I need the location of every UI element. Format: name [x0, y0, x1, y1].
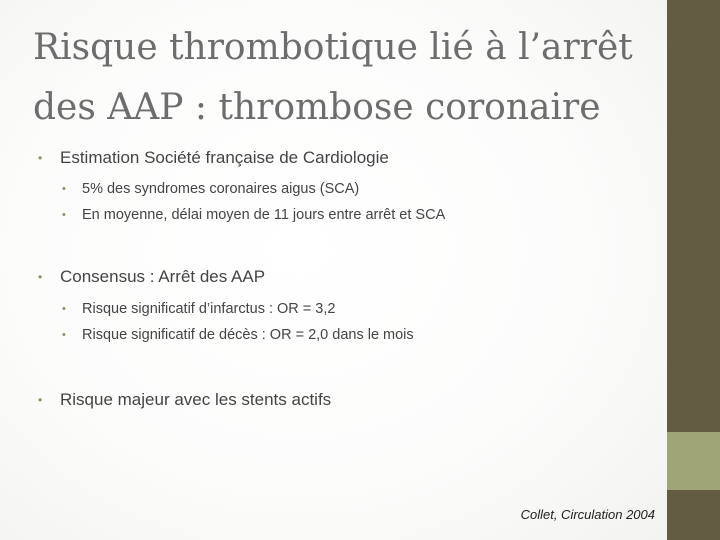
bullet-dot-icon: • — [62, 303, 66, 315]
citation: Collet, Circulation 2004 — [520, 507, 655, 522]
sub-bullet-sca-rate — [62, 179, 360, 199]
bullet-dot-icon: • — [38, 151, 43, 165]
bullet-estimation — [38, 147, 389, 169]
sub-bullet-infarct-risk — [62, 299, 336, 319]
bullet-major-risk — [38, 389, 332, 411]
bullet-consensus — [38, 266, 266, 288]
sub-bullet-text: Risque significatif de décès : OR = 2,0 dans le mois — [82, 327, 414, 343]
slide-title — [33, 18, 653, 138]
side-accent-block — [667, 432, 720, 490]
sub-bullet-text: Risque significatif d’infarctus : OR = 3,2 — [82, 301, 336, 317]
sub-bullet-text: 5% des syndromes coronaires aigus (SCA) — [82, 181, 360, 197]
title-line-2: des AAP : thrombose coronaire — [33, 87, 601, 128]
sub-bullet-delay — [62, 205, 446, 225]
bullet-dot-icon: • — [62, 329, 66, 341]
bullet-dot-icon: • — [62, 209, 66, 221]
sub-bullet-death-risk — [62, 325, 414, 345]
bullet-text: Risque majeur avec les stents actifs — [60, 390, 332, 409]
bullet-dot-icon: • — [38, 270, 43, 284]
sub-bullet-text: En moyenne, délai moyen de 11 jours entre arrêt et SCA — [82, 207, 446, 223]
bullet-dot-icon: • — [38, 393, 43, 407]
title-line-1: Risque thrombotique lié à l’arrêt — [33, 27, 633, 68]
bullet-dot-icon: • — [62, 183, 66, 195]
bullet-text: Estimation Société française de Cardiologie — [60, 148, 389, 167]
bullet-text: Consensus : Arrêt des AAP — [60, 267, 266, 286]
